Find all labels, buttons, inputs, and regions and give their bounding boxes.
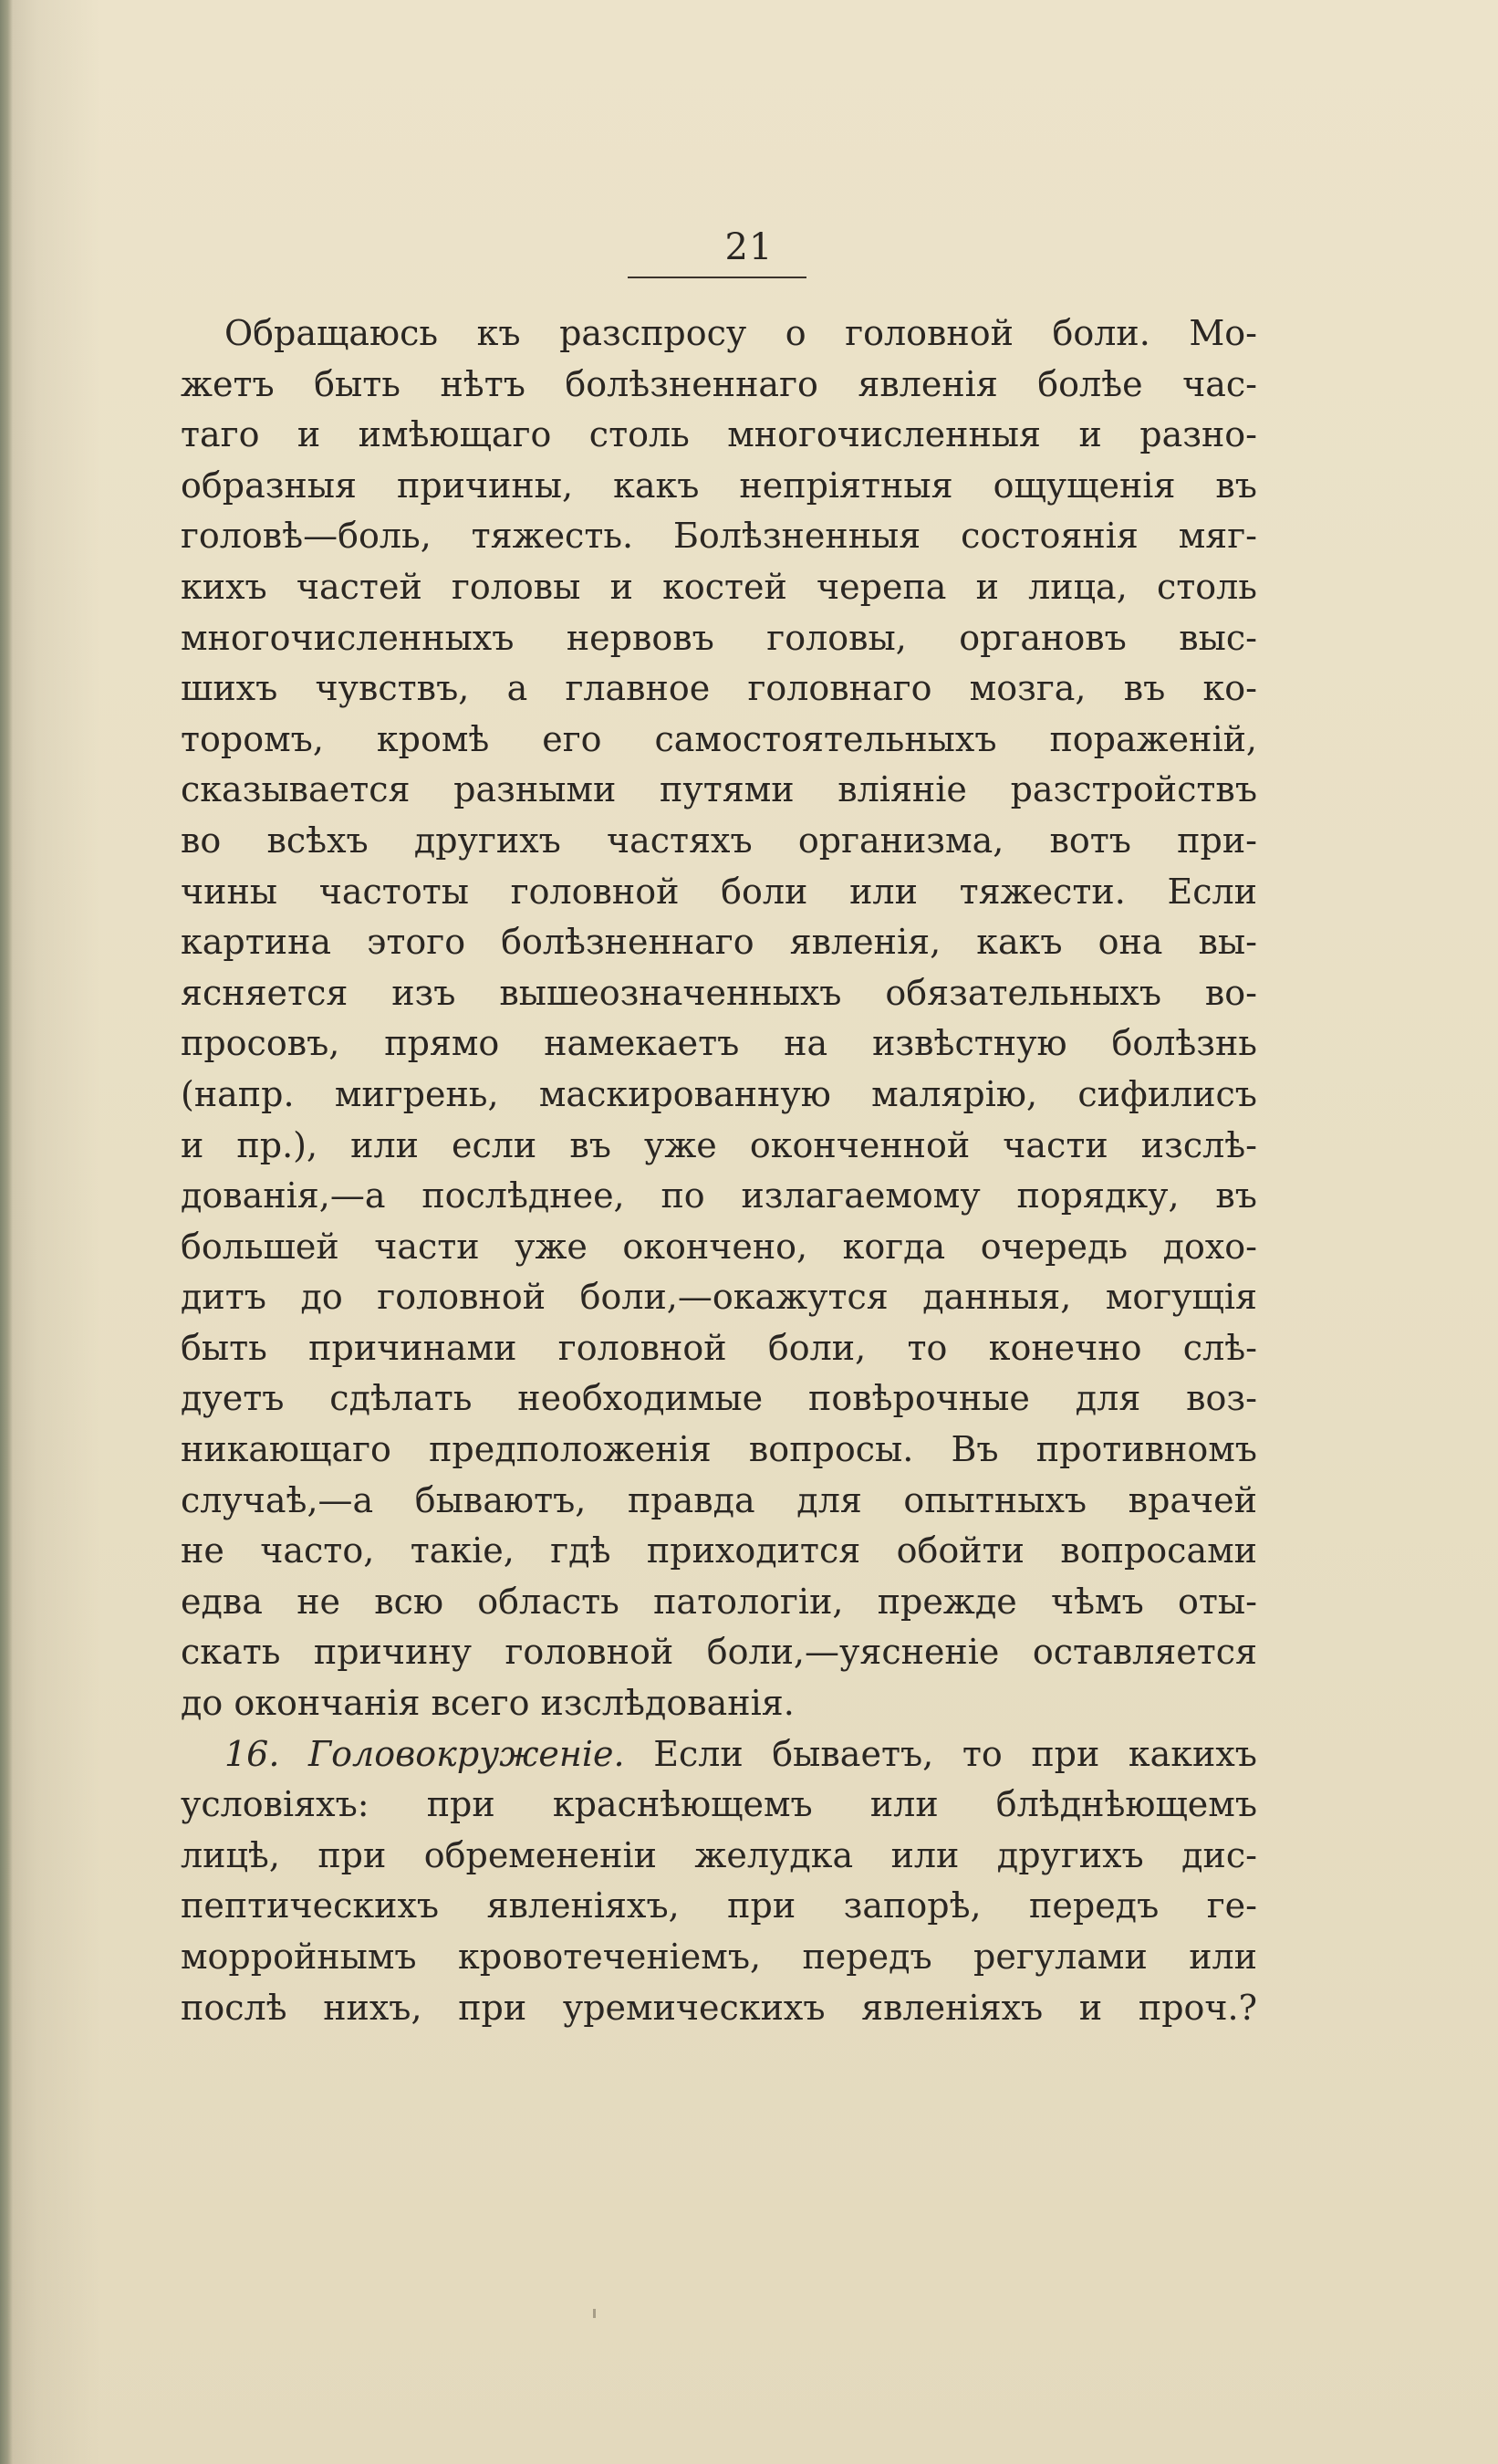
- text-line: условіяхъ: при краснѣющемъ или блѣднѣющемъ: [181, 1784, 1257, 1825]
- text-line: просовъ, прямо намекаетъ на извѣстную болѣзнь: [181, 1023, 1257, 1064]
- text-line: не часто, такіе, гдѣ приходится обойти вопросами: [181, 1530, 1257, 1571]
- print-speck: [593, 2309, 596, 2318]
- text-line: быть причинами головной боли, то конечно слѣ-: [181, 1327, 1257, 1368]
- text-line: (напр. мигрень, маскированную малярію, сифилисъ: [181, 1073, 1257, 1114]
- text-line: и пр.), или если въ уже оконченной части изслѣ-: [181, 1124, 1257, 1165]
- paragraph-dizziness: [181, 1729, 1257, 2034]
- page-number: 21: [724, 226, 774, 268]
- text-line: картина этого болѣзненнаго явленія, какъ она вы-: [181, 922, 1257, 963]
- page-spine-shadow: [0, 0, 13, 2464]
- text-line: пептическихъ явленіяхъ, при запорѣ, передъ ге-: [181, 1885, 1257, 1926]
- text-line: многочисленныхъ нервовъ головы, органовъ выс-: [181, 617, 1257, 658]
- text-line: едва не всю область патологіи, прежде чѣмъ оты-: [181, 1581, 1257, 1622]
- text-line: жетъ быть нѣтъ болѣзненнаго явленія болѣе час-: [181, 363, 1257, 404]
- text-line: шихъ чувствъ, а главное головнаго мозга, въ ко-: [181, 668, 1257, 709]
- text-line: большей части уже окончено, когда очередь дохо-: [181, 1226, 1257, 1267]
- text-line: торомъ, кромѣ его самостоятельныхъ пораженій,: [181, 718, 1257, 759]
- text-line: до окончанія всего изслѣдованія.: [181, 1683, 795, 1724]
- text-line: Обращаюсь къ разспросу о головной боли. Мо-: [224, 313, 1257, 353]
- text-line: морройнымъ кровотеченіемъ, передъ регулами или: [181, 1937, 1257, 1977]
- text-line: скать причину головной боли,—уясненіе оставляется: [181, 1632, 1257, 1673]
- text-line: кихъ частей головы и костей черепа и лица, столь: [181, 566, 1257, 607]
- text-line: образныя причины, какъ непріятныя ощущенія въ: [181, 465, 1257, 506]
- text-line: дитъ до головной боли,—окажутся данныя, могущія: [181, 1277, 1257, 1318]
- text-line: ясняется изъ вышеозначенныхъ обязательныхъ во-: [181, 972, 1257, 1013]
- text-line: дуетъ сдѣлать необходимые повѣрочные для воз-: [181, 1378, 1257, 1419]
- section-heading: 16. Головокруженіе.: [224, 1733, 625, 1774]
- text-line: лицѣ, при обремененіи желудка или другихъ дис-: [181, 1834, 1257, 1875]
- page-text: [181, 308, 1257, 2033]
- text-line: чины частоты головной боли или тяжести. Если: [181, 871, 1257, 912]
- text-line: никающаго предположенія вопросы. Въ противномъ: [181, 1429, 1257, 1470]
- text-line: сказывается разными путями вліяніе разстройствъ: [181, 769, 1257, 810]
- paragraph-headache: [181, 308, 1257, 1729]
- page-number-rule: [628, 277, 806, 278]
- text-line: во всѣхъ другихъ частяхъ организма, вотъ при-: [181, 820, 1257, 861]
- text-line: случаѣ,—а бываютъ, правда для опытныхъ врачей: [181, 1479, 1257, 1520]
- text-line: головѣ—боль, тяжесть. Болѣзненныя состоянія мяг-: [181, 516, 1257, 557]
- text-line-rest: Если бываетъ, то при какихъ: [653, 1733, 1257, 1774]
- text-line: таго и имѣющаго столь многочисленныя и разно-: [181, 414, 1257, 455]
- text-line: дованія,—а послѣднее, по излагаемому порядку, въ: [181, 1175, 1257, 1216]
- text-line: послѣ нихъ, при уремическихъ явленіяхъ и проч.?: [181, 1987, 1257, 2028]
- text-line: [181, 1729, 1257, 1780]
